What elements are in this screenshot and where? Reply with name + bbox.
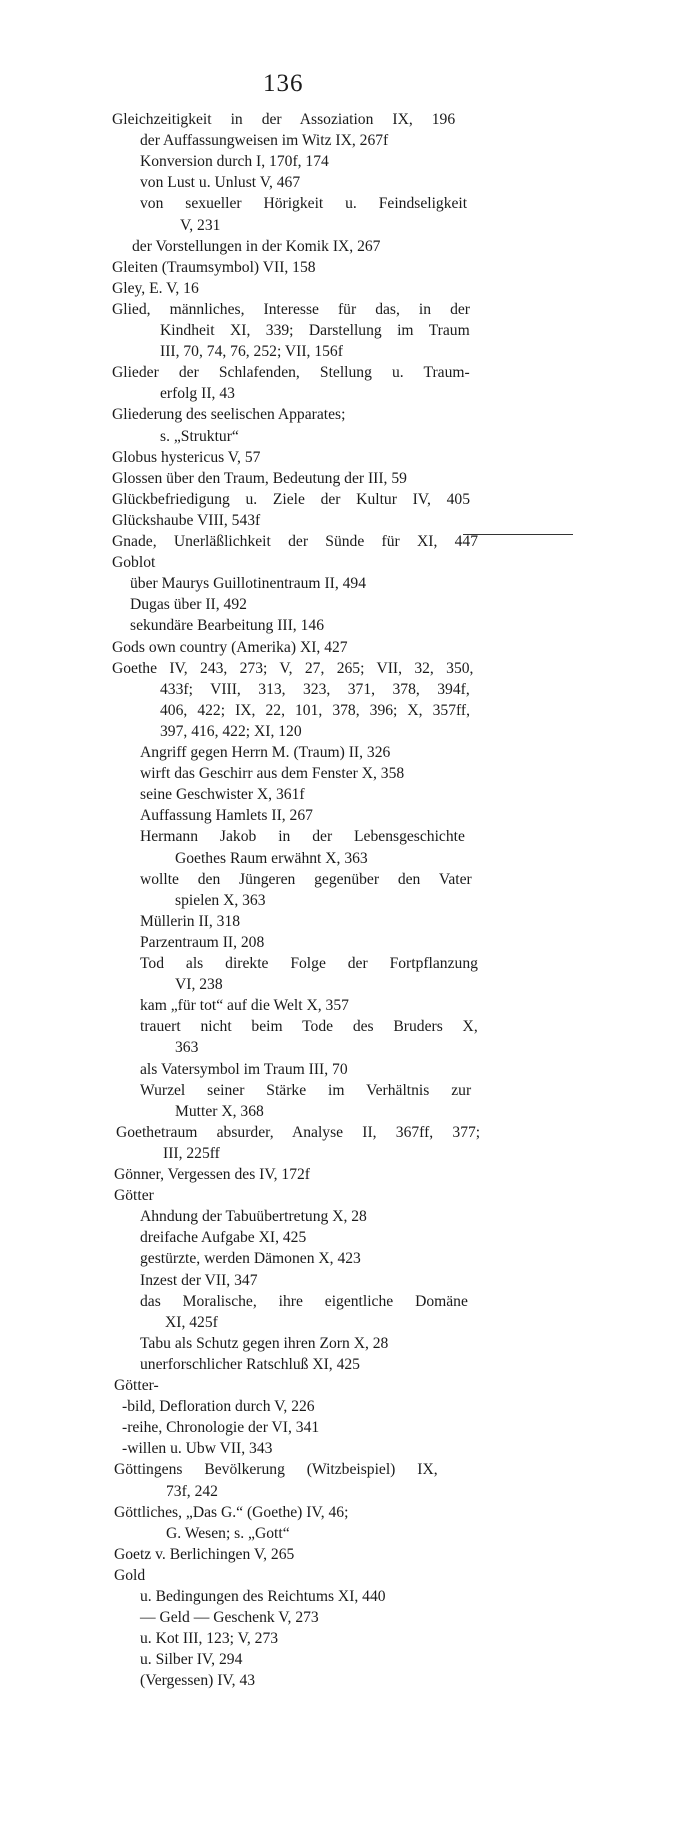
- index-line: Glückbefriedigung u. Ziele der Kultur IV, 405: [112, 490, 470, 508]
- index-line: Konversion durch I, 170f, 174: [140, 153, 329, 171]
- index-line: Goethes Raum erwähnt X, 363: [175, 849, 368, 867]
- index-line: Gold: [114, 1566, 146, 1584]
- index-line: 433f; VIII, 313, 323, 371, 378, 394f,: [160, 680, 470, 698]
- index-line: 73f, 242: [166, 1482, 218, 1500]
- index-line: erfolg II, 43: [160, 385, 235, 403]
- index-line: Götter: [114, 1187, 154, 1205]
- index-line: — Geld — Geschenk V, 273: [140, 1609, 319, 1627]
- index-line: Gleichzeitigkeit in der Assoziation IX, 196: [112, 111, 456, 128]
- index-line: Müllerin II, 318: [140, 912, 241, 930]
- index-line: Gnade, Unerläßlichkeit der Sünde für XI, 447: [112, 533, 478, 550]
- index-line: trauert nicht beim Tode des Bruders X,: [140, 1018, 478, 1036]
- index-line: der Auffassungweisen im Witz IX, 267f: [140, 132, 389, 150]
- index-line: Goethe IV, 243, 273; V, 27, 265; VII, 32, 350,: [112, 659, 474, 677]
- index-line: Parzentraum II, 208: [140, 933, 265, 951]
- index-line: Wurzel seiner Stärke im Verhältnis zur: [140, 1081, 472, 1099]
- index-line: Angriff gegen Herrn M. (Traum) II, 326: [140, 744, 391, 761]
- index-line: XI, 425f: [165, 1313, 218, 1331]
- index-line: Gods own country (Amerika) XI, 427: [112, 638, 348, 656]
- index-line: dreifache Aufgabe XI, 425: [140, 1229, 307, 1247]
- index-line: spielen X, 363: [175, 891, 266, 909]
- index-line: Globus hystericus V, 57: [112, 448, 261, 466]
- index-line: das Moralische, ihre eigentliche Domäne: [140, 1292, 468, 1310]
- index-line: VI, 238: [175, 976, 223, 994]
- page-number: 136: [263, 70, 304, 97]
- index-line: III, 70, 74, 76, 252; VII, 156f: [160, 343, 343, 361]
- index-line: über Maurys Guillotinentraum II, 494: [130, 575, 367, 593]
- index-line: u. Silber IV, 294: [140, 1651, 243, 1669]
- index-line: von sexueller Hörigkeit u. Feindseligkeit: [140, 195, 468, 213]
- index-line: Ahndung der Tabuübertretung X, 28: [140, 1208, 367, 1226]
- index-line: Götter-: [114, 1377, 159, 1394]
- separator-line: [463, 534, 573, 535]
- index-line: Goblot: [112, 554, 156, 572]
- index-line: Kindheit XI, 339; Darstellung im Traum: [160, 322, 470, 339]
- index-line: Gley, E. V, 16: [112, 279, 199, 297]
- index-line: wirft das Geschirr aus dem Fenster X, 358: [140, 765, 405, 783]
- index-line: Glied, männliches, Interesse für das, in der: [112, 300, 470, 318]
- index-line: -bild, Defloration durch V, 226: [122, 1398, 315, 1416]
- index-line: -reihe, Chronologie der VI, 341: [122, 1419, 320, 1437]
- index-line: Gönner, Vergessen des IV, 172f: [114, 1166, 311, 1183]
- index-line: sekundäre Bearbeitung III, 146: [130, 617, 324, 635]
- index-line: Mutter X, 368: [175, 1102, 264, 1120]
- index-line: Göttingens Bevölkerung (Witzbeispiel) IX,: [114, 1461, 438, 1479]
- index-line: u. Kot III, 123; V, 273: [140, 1630, 279, 1648]
- index-line: Göttliches, „Das G.“ (Goethe) IV, 46;: [114, 1503, 349, 1521]
- index-line: Dugas über II, 492: [130, 596, 247, 614]
- index-line: Goetz v. Berlichingen V, 265: [114, 1545, 295, 1563]
- index-line: von Lust u. Unlust V, 467: [140, 174, 301, 192]
- index-line: 406, 422; IX, 22, 101, 378, 396; X, 357ff,: [160, 701, 470, 719]
- index-line: Inzest der VII, 347: [140, 1271, 258, 1289]
- index-line: Glossen über den Traum, Bedeutung der III, 59: [112, 469, 407, 487]
- index-line: Tabu als Schutz gegen ihren Zorn X, 28: [140, 1334, 389, 1352]
- index-line: G. Wesen; s. „Gott“: [166, 1524, 290, 1542]
- index-line: unerforschlicher Ratschluß XI, 425: [140, 1355, 360, 1373]
- index-line: kam „für tot“ auf die Welt X, 357: [140, 997, 349, 1015]
- index-line: wollte den Jüngeren gegenüber den Vater: [140, 870, 472, 888]
- index-line: 397, 416, 422; XI, 120: [160, 722, 302, 740]
- index-line: -willen u. Ubw VII, 343: [122, 1440, 273, 1458]
- index-line: Gleiten (Traumsymbol) VII, 158: [112, 258, 316, 276]
- index-line: Glückshaube VIII, 543f: [112, 511, 261, 529]
- index-line: V, 231: [180, 216, 221, 234]
- index-line: seine Geschwister X, 361f: [140, 786, 305, 804]
- index-line: Hermann Jakob in der Lebensgeschichte: [140, 828, 465, 846]
- index-line: der Vorstellungen in der Komik IX, 267: [132, 237, 381, 255]
- index-line: III, 225ff: [163, 1144, 220, 1162]
- index-line: gestürzte, werden Dämonen X, 423: [140, 1250, 361, 1268]
- index-line: Tod als direkte Folge der Fortpflanzung: [140, 955, 478, 972]
- index-line: Glieder der Schlafenden, Stellung u. Traum-: [112, 364, 470, 382]
- index-line: s. „Struktur“: [160, 427, 239, 445]
- index-line: u. Bedingungen des Reichtums XI, 440: [140, 1588, 386, 1605]
- index-line: Gliederung des seelischen Apparates;: [112, 406, 346, 424]
- index-line: Auffassung Hamlets II, 267: [140, 807, 313, 825]
- index-line: als Vatersymbol im Traum III, 70: [140, 1060, 348, 1078]
- index-line: Goethetraum absurder, Analyse II, 367ff, 377;: [116, 1123, 481, 1141]
- index-line: (Vergessen) IV, 43: [140, 1672, 256, 1690]
- index-line: 363: [175, 1039, 199, 1057]
